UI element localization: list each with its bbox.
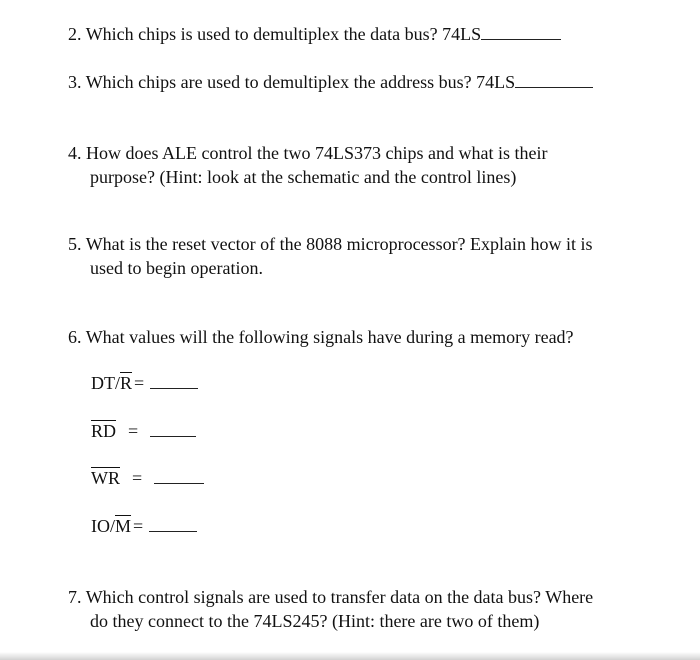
signal-wr-equals: = — [132, 468, 143, 488]
question-4-number: 4. — [68, 143, 82, 163]
question-6-number: 6. — [68, 327, 82, 347]
signal-io-m — [91, 515, 197, 537]
question-5 — [68, 232, 593, 280]
signal-dt-r-bar: $\overline{R}$ — [120, 373, 133, 393]
signal-wr-bar: $\overline{WR}$ — [91, 468, 120, 488]
question-5-line-1: What is the reset vector of the 8088 microprocessor? Explain how it is — [85, 234, 593, 254]
signal-dt-r — [91, 372, 198, 394]
signal-io-m-bar: $\overline{M}$ — [115, 516, 132, 536]
signal-io-m-equals: = — [133, 516, 144, 536]
question-2-answer-blank[interactable] — [481, 24, 561, 40]
question-3-answer-blank[interactable] — [515, 72, 593, 88]
question-7-line-1: Which control signals are used to transfer data on the data bus? Where — [85, 587, 594, 607]
page-bottom-edge-shadow — [0, 652, 700, 660]
signal-wr-answer-blank[interactable] — [154, 468, 204, 484]
signal-io-m-prefix: IO/ — [91, 516, 115, 536]
question-7 — [68, 585, 593, 633]
signal-rd-equals: = — [128, 421, 139, 441]
question-5-line-2: used to begin operation. — [90, 258, 263, 278]
question-7-number: 7. — [68, 587, 82, 607]
question-3-number: 3. — [68, 72, 82, 92]
question-4 — [68, 141, 547, 189]
question-7-line-2: do they connect to the 74LS245? (Hint: there are two of them) — [90, 611, 540, 631]
signal-wr — [91, 467, 204, 489]
signal-rd — [91, 420, 196, 442]
question-3 — [68, 70, 593, 94]
question-5-number: 5. — [68, 234, 82, 254]
signal-io-m-answer-blank[interactable] — [149, 516, 197, 532]
question-6 — [68, 325, 574, 349]
signal-dt-r-answer-blank[interactable] — [150, 373, 198, 389]
question-3-text: Which chips are used to demultiplex the address bus? 74LS — [85, 72, 516, 92]
signal-rd-answer-blank[interactable] — [150, 421, 196, 437]
signal-dt-r-prefix: DT/ — [91, 373, 120, 393]
signal-rd-bar: $\overline{RD}$ — [91, 421, 117, 441]
question-6-text: What values will the following signals have during a memory read? — [85, 327, 574, 347]
question-2-text: Which chips is used to demultiplex the data bus? 74LS — [85, 24, 482, 44]
question-4-line-2: purpose? (Hint: look at the schematic and the control lines) — [90, 167, 517, 187]
question-4-line-1: How does ALE control the two 74LS373 chips and what is their — [86, 143, 548, 163]
question-2 — [68, 22, 561, 46]
question-2-number: 2. — [68, 24, 82, 44]
signal-dt-r-equals: = — [134, 373, 145, 393]
